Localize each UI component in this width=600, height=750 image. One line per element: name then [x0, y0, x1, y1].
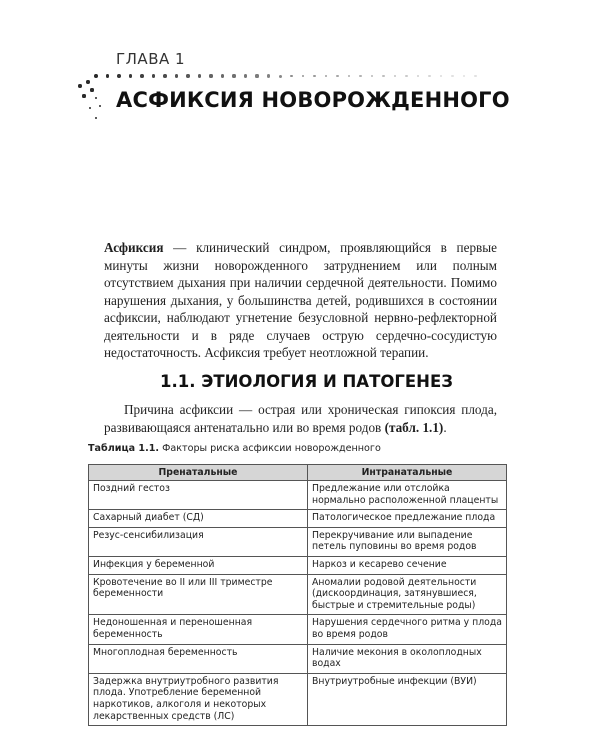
- decorative-dot: [86, 80, 89, 83]
- decorative-dot: [95, 117, 98, 120]
- header-intranatal: Интранатальные: [308, 465, 507, 481]
- decorative-dot: [428, 75, 430, 77]
- table-cell: Многоплодная беременность: [89, 644, 308, 673]
- table-reference: (табл. 1.1): [384, 419, 444, 435]
- table-row: [89, 527, 507, 556]
- table-row: [89, 481, 507, 510]
- decorative-dot: [451, 75, 453, 77]
- decorative-dot: [371, 75, 374, 78]
- decorative-dot: [290, 75, 293, 78]
- decorative-dot: [255, 74, 258, 77]
- table-cell: Аномалии родовой деятельности (дискоординация, затянувшиеся, быстрые и стремительные роды): [308, 574, 507, 615]
- decorative-dot: [267, 74, 270, 77]
- table-caption-label: Таблица 1.1.: [88, 443, 160, 454]
- table-cell: Наличие мекония в околоплодных водах: [308, 644, 507, 673]
- decorative-dot: [417, 75, 419, 77]
- chapter-title: АСФИКСИЯ НОВОРОЖДЕННОГО: [116, 88, 510, 112]
- decorative-dot: [140, 74, 144, 78]
- decorative-dot: [221, 74, 224, 77]
- header-prenatal: Пренатальные: [89, 465, 308, 481]
- decorative-dot: [463, 75, 465, 77]
- decorative-dot: [440, 75, 442, 77]
- table-row: [89, 644, 507, 673]
- intro-term: Асфиксия: [104, 240, 164, 255]
- intro-text: — клинический синдром, проявляющийся в первые минуты жизни новорожденного затруднением или полным отсутствием дыхания при наличии сердечной деятельности. Помимо нарушения дыхания, у большинства детей, родившихся в состоянии асфиксии, наблюдают угнетение безусловной нервно-рефлекторной деятельности и в ряде случаев острую сердечно-сосудистую недостаточность. Асфиксия требует неотложной терапии.: [104, 240, 497, 360]
- table-cell: Кровотечение во II или III триместре беременности: [89, 574, 308, 615]
- table-cell: Нарушения сердечного ритма у плода во время родов: [308, 615, 507, 644]
- decorative-dot: [99, 105, 102, 108]
- decorative-dot: [279, 75, 282, 78]
- table-row: [89, 673, 507, 725]
- chapter-label: ГЛАВА 1: [116, 50, 186, 68]
- intro-paragraph: [104, 239, 497, 362]
- table-cell: Патологическое предлежание плода: [308, 510, 507, 528]
- table-cell: Инфекция у беременной: [89, 556, 308, 574]
- table-row: [89, 615, 507, 644]
- decorative-dot: [163, 74, 167, 78]
- table-caption: [88, 443, 381, 454]
- decorative-dot: [359, 75, 362, 78]
- section-title: 1.1. ЭТИОЛОГИЯ И ПАТОГЕНЕЗ: [160, 372, 453, 391]
- decorative-dot: [313, 75, 316, 78]
- table-cell: Внутриутробные инфекции (ВУИ): [308, 673, 507, 725]
- decorative-dot: [94, 74, 98, 78]
- decorative-dot: [382, 75, 385, 78]
- decorative-dot: [394, 75, 397, 78]
- table-cell: Недоношенная и переношенная беременность: [89, 615, 308, 644]
- decorative-dot: [244, 74, 247, 77]
- risk-factors-table: [88, 464, 507, 726]
- decorative-dot: [209, 74, 212, 77]
- table-cell: Задержка внутриутробного развития плода. Употребление беременной наркотиков, алкоголя и некоторых лекарственных средств (ЛС): [89, 673, 308, 725]
- table-cell: Резус-сенсибилизация: [89, 527, 308, 556]
- table-row: [89, 510, 507, 528]
- table-cell: Наркоз и кесарево сечение: [308, 556, 507, 574]
- decorative-dot: [117, 74, 121, 78]
- decorative-dot: [302, 75, 305, 78]
- decorative-dot: [152, 74, 156, 78]
- table-cell: Сахарный диабет (СД): [89, 510, 308, 528]
- decorative-dot: [405, 75, 407, 77]
- table-header-row: [89, 465, 507, 481]
- section-paragraph-end: .: [443, 419, 447, 435]
- section-paragraph-text: Причина асфиксии — острая или хроническая гипоксия плода, развивающаяся антенатально или во время родов: [104, 402, 497, 435]
- decorative-dot: [106, 74, 110, 78]
- decorative-dot: [78, 84, 81, 87]
- table-row: [89, 556, 507, 574]
- decorative-dot: [232, 74, 235, 77]
- table-cell: Перекручивание или выпадение петель пуповины во время родов: [308, 527, 507, 556]
- decorative-dot: [129, 74, 133, 78]
- decorative-dot: [325, 75, 328, 78]
- table-cell: Поздний гестоз: [89, 481, 308, 510]
- decorative-dot: [336, 75, 339, 78]
- decorative-dot: [175, 74, 178, 77]
- decorative-dot: [89, 107, 92, 110]
- table-cell: Предлежание или отслойка нормально расположенной плаценты: [308, 481, 507, 510]
- decorative-dot: [198, 74, 201, 77]
- decorative-dot: [90, 88, 93, 91]
- table-caption-text: Факторы риска асфиксии новорожденного: [159, 443, 381, 454]
- decorative-dot: [82, 94, 85, 97]
- section-paragraph: [104, 401, 497, 436]
- decorative-dot: [186, 74, 189, 77]
- table-row: [89, 574, 507, 615]
- decorative-dot: [474, 75, 476, 77]
- decorative-dot: [95, 97, 98, 100]
- decorative-dot: [348, 75, 351, 78]
